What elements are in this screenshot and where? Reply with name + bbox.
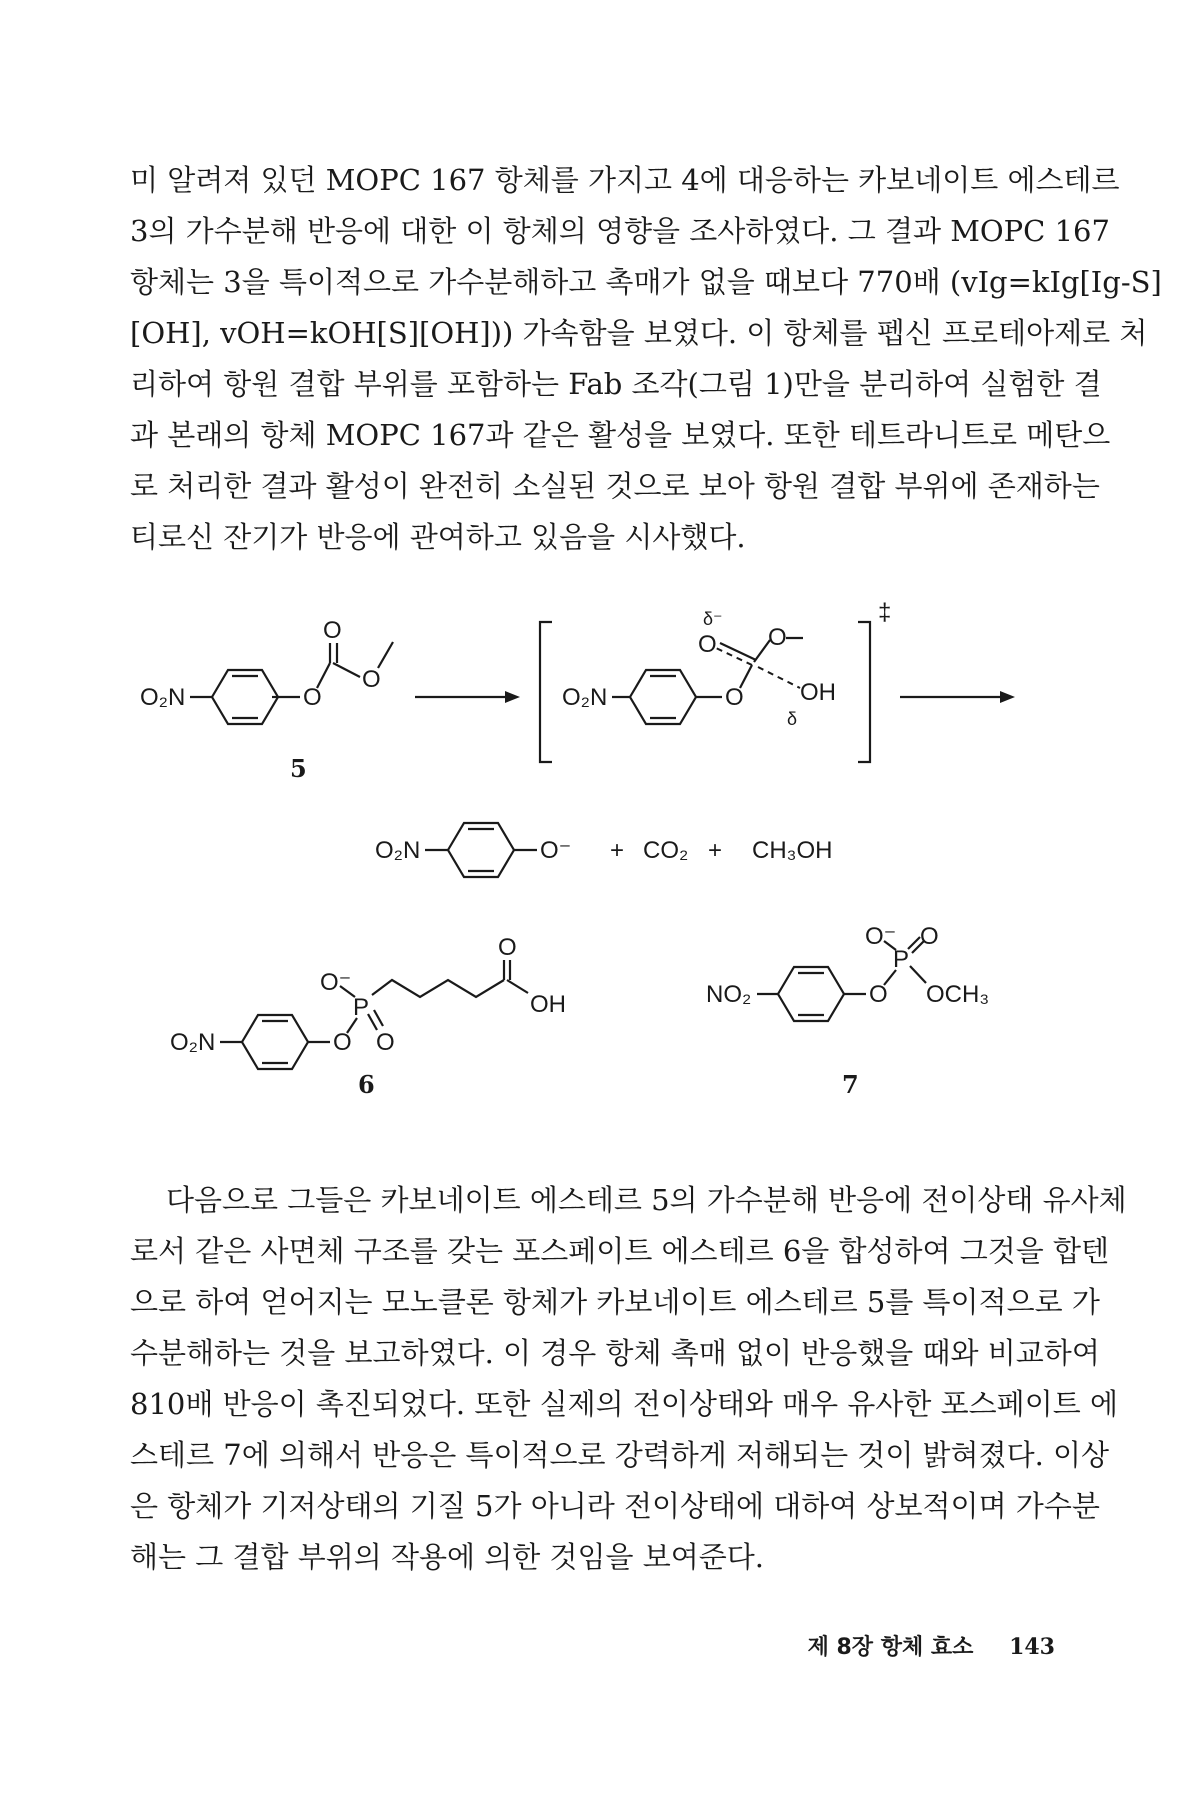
- text-line: [OH], vOH=kOH[S][OH])) 가속함을 보였다. 이 항체를 펩신 프로테아제로 처: [130, 316, 1148, 350]
- text-line: 으로 하여 얻어지는 모노클론 항체가 카보네이트 에스테르 5를 특이적으로 가: [130, 1285, 1100, 1319]
- text-line: 3의 가수분해 반응에 대한 이 항체의 영향을 조사하였다. 그 결과 MOPC 167: [130, 214, 1110, 248]
- oxygen-label: O: [920, 923, 939, 950]
- oxygen-label: O: [376, 1029, 395, 1056]
- co2-label: CO₂: [643, 837, 689, 864]
- reaction-products: [375, 823, 832, 877]
- text-line: 스테르 7에 의해서 반응은 특이적으로 강력하게 저해되는 것이 밝혀졌다. 이상: [130, 1438, 1110, 1472]
- text-line: 해는 그 결합 부위의 작용에 의한 것임을 보여준다.: [130, 1540, 765, 1574]
- oxygen-label: O: [725, 684, 744, 711]
- reaction-arrow: [900, 691, 1015, 703]
- delta-label: δ: [787, 709, 798, 729]
- phosphorus-label: P: [353, 994, 370, 1021]
- page-footer: [808, 1630, 1055, 1661]
- text-line: 수분해하는 것을 보고하였다. 이 경우 항체 촉매 없이 반응했을 때와 비교하여: [130, 1336, 1100, 1370]
- phenoxide-label: O⁻: [540, 837, 572, 864]
- oxide-label: O⁻: [320, 969, 352, 996]
- plus-sign: +: [610, 837, 625, 864]
- phosphorus-label: P: [893, 946, 910, 973]
- oxygen-label: O: [698, 631, 717, 658]
- text-line: 은 항체가 기저상태의 기질 5가 아니라 전이상태에 대하여 상보적이며 가수분: [130, 1489, 1100, 1523]
- o2n-label: O₂N: [562, 684, 608, 711]
- compound-6-structure: [170, 934, 566, 1099]
- oxygen-label: O: [333, 1029, 352, 1056]
- plus-sign: +: [708, 837, 723, 864]
- methanol-label: CH₃OH: [752, 837, 833, 864]
- reaction-arrow: [415, 691, 520, 703]
- o2n-label: O₂N: [140, 684, 186, 711]
- text-line: 로서 같은 사면체 구조를 갖는 포스페이트 에스테르 6을 합성하여 그것을 합텐: [130, 1234, 1110, 1268]
- hydroxyl-label: OH: [530, 991, 566, 1018]
- delta-minus-label: δ⁻: [703, 609, 723, 629]
- paragraph-2: [130, 1175, 1127, 1583]
- text-line: 810배 반응이 촉진되었다. 또한 실제의 전이상태와 매우 유사한 포스페이트 에: [130, 1387, 1118, 1421]
- methoxy-label: OCH₃: [926, 981, 990, 1008]
- oxygen-label: O: [303, 684, 322, 711]
- no2-label: NO₂: [706, 981, 752, 1008]
- text-line: 다음으로 그들은 카보네이트 에스테르 5의 가수분해 반응에 전이상태 유사체: [166, 1183, 1127, 1217]
- compound-5-number: 5: [290, 754, 307, 783]
- oxygen-label: O: [768, 624, 787, 651]
- transition-state-structure: [540, 599, 891, 762]
- oxygen-label: O: [362, 666, 381, 693]
- oxygen-label: O: [869, 981, 888, 1008]
- chapter-title: 제 8장 항체 효소: [807, 1635, 974, 1660]
- o2n-label: O₂N: [170, 1029, 216, 1056]
- oxygen-label: O: [498, 934, 517, 961]
- compound-7-number: 7: [842, 1070, 859, 1099]
- o2n-label: O₂N: [375, 837, 421, 864]
- text-line: 리하여 항원 결합 부위를 포함하는 Fab 조각(그림 1)만을 분리하여 실험한 결: [130, 367, 1102, 401]
- oxide-label: O⁻: [865, 923, 897, 950]
- text-line: 티로신 잔기가 반응에 관여하고 있음을 시사했다.: [130, 520, 746, 554]
- text-line: 미 알려져 있던 MOPC 167 항체를 가지고 4에 대응하는 카보네이트 에스테르: [130, 163, 1120, 197]
- page-number: 143: [1009, 1634, 1055, 1660]
- oxygen-label: O: [323, 617, 342, 644]
- text-line: 과 본래의 항체 MOPC 167과 같은 활성을 보였다. 또한 테트라니트로 메탄으: [130, 418, 1111, 452]
- compound-5-structure: [140, 617, 393, 783]
- text-line: 로 처리한 결과 활성이 완전히 소실된 것으로 보아 항원 결합 부위에 존재하는: [130, 469, 1100, 503]
- text-line: 항체는 3을 특이적으로 가수분해하고 촉매가 없을 때보다 770배 (vIg=kIg[Ig-S]: [130, 265, 1162, 299]
- compound-7-structure: [706, 923, 989, 1099]
- compound-6-number: 6: [358, 1070, 375, 1099]
- dagger-symbol: ‡: [878, 599, 892, 626]
- hydroxyl-label: OH: [800, 679, 836, 706]
